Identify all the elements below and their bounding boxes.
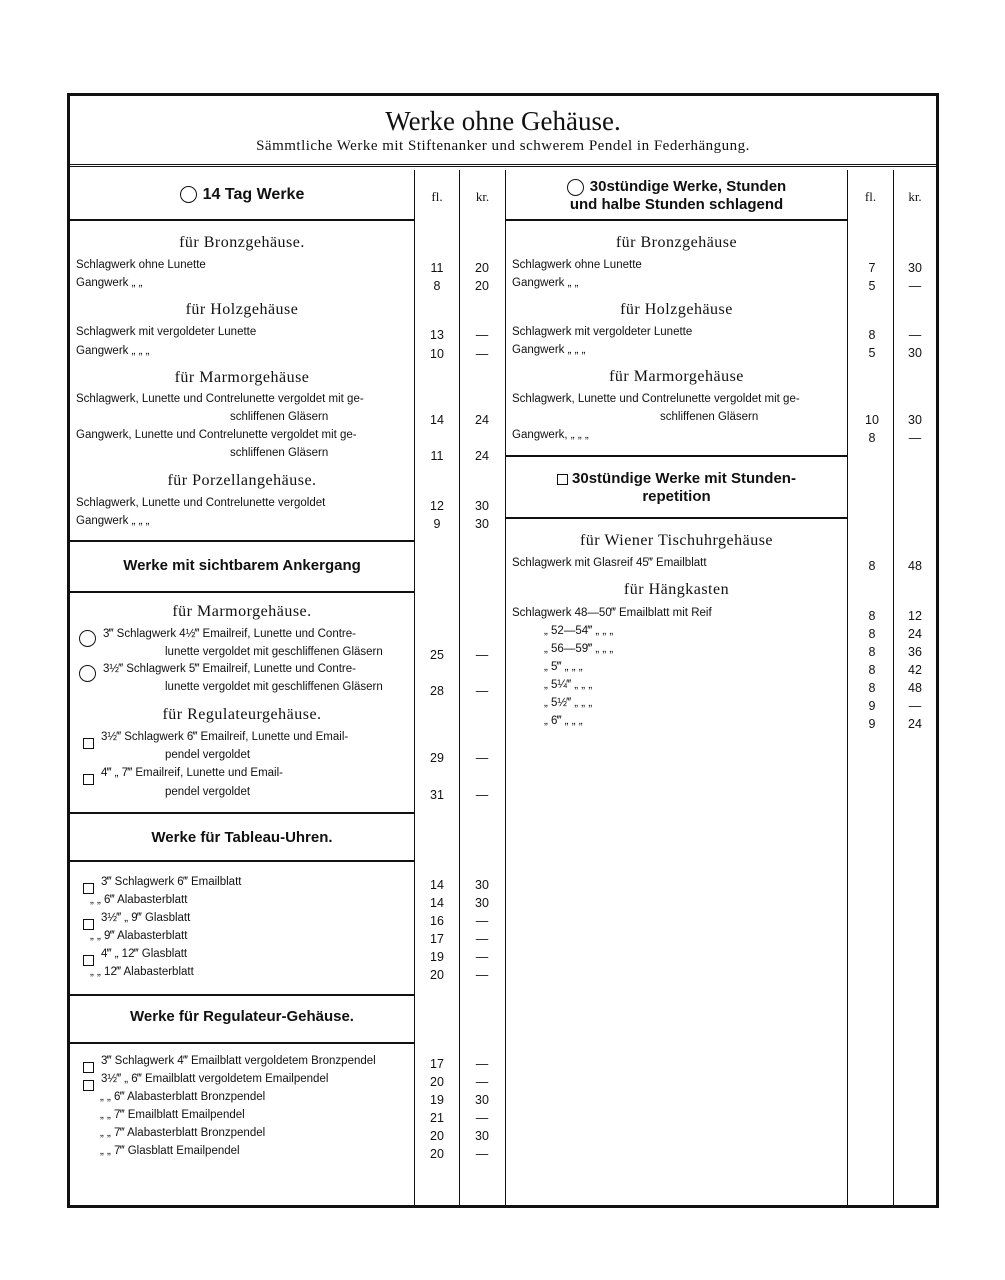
- list-item: 4‴ „ 7‴ Emailreif, Lunette und Email-: [101, 767, 284, 779]
- price-kr: —: [475, 968, 489, 982]
- list-item: Gangwerk „ „ „: [76, 515, 150, 527]
- price-fl: 7: [868, 261, 876, 275]
- price-kr: —: [475, 1111, 489, 1125]
- price-fl: 10: [430, 347, 444, 361]
- section-heading: 30stündige Werke mit Stunden- repetition: [506, 470, 847, 506]
- price-kr: 48: [908, 559, 922, 573]
- list-item: Gangwerk „ „: [512, 277, 579, 289]
- group-title: für Hängkasten: [623, 581, 730, 598]
- list-item: Schlagwerk 48—50‴ Emailblatt mit Reif: [512, 607, 712, 619]
- list-item: „ „ 7‴ Emailblatt Emailpendel: [100, 1109, 245, 1121]
- list-item: 3‴ Schlagwerk 4‴ Emailblatt vergoldetem Bronzpendel: [101, 1055, 376, 1067]
- list-item: „ „ 6‴ Alabasterblatt: [90, 894, 188, 906]
- price-kr: 42: [908, 663, 922, 677]
- column-rule: [459, 170, 460, 1205]
- list-item: „ 6‴ „ „ „: [544, 715, 583, 727]
- price-fl: 9: [433, 517, 441, 531]
- price-kr: 48: [908, 681, 922, 695]
- section-rule: [70, 540, 414, 542]
- price-kr: —: [475, 684, 489, 698]
- price-fl: 8: [868, 431, 876, 445]
- square-icon: [83, 1058, 98, 1076]
- list-item: „ 5¼‴ „ „ „: [544, 679, 593, 691]
- list-item: „ „ 7‴ Alabasterblatt Bronzpendel: [100, 1127, 266, 1139]
- fl-header: fl.: [864, 189, 877, 204]
- square-icon: [557, 474, 568, 485]
- list-item: Gangwerk, „ „ „: [512, 429, 589, 441]
- group-title: für Holzgehäuse: [620, 301, 733, 318]
- price-kr: —: [475, 914, 489, 928]
- price-kr: —: [475, 347, 489, 361]
- price-kr: —: [475, 1057, 489, 1071]
- price-kr: —: [475, 1147, 489, 1161]
- price-fl: 17: [430, 1057, 444, 1071]
- list-item: 3‴ Schlagwerk 6‴ Emailblatt: [101, 876, 242, 888]
- list-item: lunette vergoldet mit geschliffenen Gläsern: [165, 681, 383, 693]
- list-item: Schlagwerk ohne Lunette: [76, 259, 206, 271]
- column-rule: [893, 170, 894, 1205]
- list-item: „ „ 6‴ Alabasterblatt Bronzpendel: [100, 1091, 266, 1103]
- price-fl: 9: [868, 717, 876, 731]
- circle-icon: [567, 179, 584, 196]
- kr-header: kr.: [908, 189, 922, 204]
- list-item: „ 5‴ „ „ „: [544, 661, 583, 673]
- price-fl: 8: [868, 559, 876, 573]
- price-kr: 30: [475, 1129, 489, 1143]
- price-fl: 8: [868, 681, 876, 695]
- price-fl: 8: [868, 645, 876, 659]
- list-item: 3½‴ Schlagwerk 5‴ Emailreif, Lunette und Contre-: [103, 663, 356, 675]
- price-fl: 12: [430, 499, 444, 513]
- price-fl: 14: [430, 896, 444, 910]
- list-item: 3½‴ „ 9‴ Glasblatt: [101, 912, 191, 924]
- square-icon: [83, 1076, 98, 1094]
- page-title: Werke ohne Gehäuse.: [385, 106, 621, 136]
- fl-header: fl.: [431, 189, 443, 204]
- section-rule: [70, 812, 414, 814]
- title-divider: [70, 164, 936, 167]
- price-table: [67, 93, 939, 1208]
- price-fl: 19: [430, 950, 444, 964]
- column-rule: [505, 170, 506, 1205]
- list-item: Schlagwerk mit Glasreif 45‴ Emailblatt: [512, 557, 707, 569]
- price-kr: 30: [475, 1093, 489, 1107]
- price-kr: 24: [908, 627, 922, 641]
- square-icon: [83, 770, 98, 788]
- price-kr: —: [908, 328, 922, 342]
- price-fl: 11: [430, 449, 444, 463]
- price-kr: 30: [475, 499, 489, 513]
- list-item: pendel vergoldet: [165, 749, 251, 761]
- section-rule: [506, 455, 847, 457]
- price-kr: 30: [475, 517, 489, 531]
- group-title: für Marmorgehäuse: [174, 369, 310, 386]
- group-title: für Regulateurgehäuse.: [162, 706, 322, 723]
- price-kr: —: [908, 431, 922, 445]
- page-subtitle: Sämmtliche Werke mit Stiftenanker und schwerem Pendel in Federhängung.: [256, 138, 750, 154]
- price-kr: 24: [908, 717, 922, 731]
- price-fl: 13: [430, 328, 444, 342]
- list-item: 3½‴ „ 6‴ Emailblatt vergoldetem Emailpendel: [101, 1073, 329, 1085]
- list-item: pendel vergoldet: [165, 786, 251, 798]
- list-item: 4‴ „ 12‴ Glasblatt: [101, 948, 188, 960]
- list-item: Schlagwerk mit vergoldeter Lunette: [76, 326, 257, 338]
- price-fl: 8: [868, 609, 876, 623]
- list-item: „ 52—54‴ „ „ „: [544, 625, 614, 637]
- price-fl: 5: [868, 346, 876, 360]
- price-kr: —: [475, 950, 489, 964]
- price-fl: 20: [430, 968, 444, 982]
- section-rule: [506, 517, 847, 519]
- circle-icon: [79, 629, 102, 647]
- list-item: „ „ 9‴ Alabasterblatt: [90, 930, 188, 942]
- price-fl: 8: [868, 663, 876, 677]
- price-fl: 10: [865, 413, 879, 427]
- square-icon: [83, 734, 98, 752]
- price-fl: 11: [430, 261, 444, 275]
- group-title: für Bronzgehäuse.: [179, 234, 305, 251]
- price-fl: 19: [430, 1093, 444, 1107]
- section-rule: [70, 1042, 414, 1044]
- price-fl: 20: [430, 1147, 444, 1161]
- circle-icon: [180, 186, 197, 203]
- price-kr: —: [475, 932, 489, 946]
- price-fl: 5: [868, 279, 876, 293]
- price-fl: 9: [868, 699, 876, 713]
- price-kr: 30: [475, 878, 489, 892]
- group-title: für Holzgehäuse: [185, 301, 299, 318]
- right-column-heading: 30stündige Werke, Stunden und halbe Stunden schlagend: [506, 178, 847, 213]
- price-fl: 31: [430, 788, 444, 802]
- section-rule: [70, 860, 414, 862]
- header-rule: [70, 219, 414, 221]
- list-item: „ 56—59‴ „ „ „: [544, 643, 614, 655]
- group-title: für Marmorgehäuse.: [172, 603, 312, 620]
- group-title: für Bronzgehäuse: [615, 234, 738, 251]
- kr-header: kr.: [475, 189, 490, 204]
- list-item: Gangwerk „ „: [76, 277, 143, 289]
- section-rule: [70, 591, 414, 593]
- price-fl: 8: [868, 627, 876, 641]
- list-item: lunette vergoldet mit geschliffenen Gläsern: [165, 646, 383, 658]
- group-title: für Marmorgehäuse: [609, 368, 744, 385]
- price-fl: 14: [430, 878, 444, 892]
- price-kr: —: [908, 279, 922, 293]
- left-column-heading: 14 Tag Werke: [70, 186, 414, 204]
- price-kr: —: [475, 328, 489, 342]
- group-title: für Wiener Tischuhrgehäuse: [579, 532, 774, 549]
- list-item: „ „ 12‴ Alabasterblatt: [90, 966, 194, 978]
- price-kr: 30: [908, 261, 922, 275]
- list-item: Schlagwerk, Lunette und Contrelunette vergoldet mit ge-: [76, 393, 364, 405]
- price-kr: —: [475, 648, 489, 662]
- price-fl: 17: [430, 932, 444, 946]
- header-rule: [506, 219, 847, 221]
- group-title: für Porzellangehäuse.: [167, 472, 317, 489]
- list-item: Gangwerk „ „ „: [512, 344, 586, 356]
- list-item: Gangwerk, Lunette und Contrelunette vergoldet mit ge-: [76, 429, 357, 441]
- list-item: schliffenen Gläsern: [230, 447, 329, 459]
- list-item: 3‴ Schlagwerk 4½‴ Emailreif, Lunette und Contre-: [103, 628, 356, 640]
- section-heading: Werke für Regulateur-Gehäuse.: [130, 1008, 354, 1025]
- column-rule: [414, 170, 415, 1205]
- list-item: schliffenen Gläsern: [230, 411, 329, 423]
- list-item: „ „ 7‴ Glasblatt Emailpendel: [100, 1145, 240, 1157]
- list-item: Schlagwerk, Lunette und Contrelunette vergoldet: [76, 497, 326, 509]
- price-fl: 20: [430, 1075, 444, 1089]
- list-item: „ 5½‴ „ „ „: [544, 697, 593, 709]
- price-kr: —: [475, 1075, 489, 1089]
- price-fl: 21: [430, 1111, 444, 1125]
- price-kr: —: [475, 788, 489, 802]
- price-kr: 20: [475, 279, 489, 293]
- price-fl: 8: [868, 328, 876, 342]
- price-fl: 20: [430, 1129, 444, 1143]
- price-fl: 29: [430, 751, 444, 765]
- list-item: Schlagwerk, Lunette und Contrelunette vergoldet mit ge-: [512, 393, 800, 405]
- price-kr: 20: [475, 261, 489, 275]
- price-fl: 25: [430, 648, 444, 662]
- price-kr: 30: [475, 896, 489, 910]
- list-item: Schlagwerk mit vergoldeter Lunette: [512, 326, 693, 338]
- section-heading: Werke mit sichtbarem Ankergang: [123, 557, 361, 574]
- price-kr: 30: [908, 413, 922, 427]
- price-kr: 30: [908, 346, 922, 360]
- list-item: 3½‴ Schlagwerk 6‴ Emailreif, Lunette und Email-: [101, 731, 349, 743]
- section-heading: Werke für Tableau-Uhren.: [151, 829, 333, 846]
- price-kr: 24: [475, 449, 489, 463]
- price-fl: 16: [430, 914, 444, 928]
- circle-icon: [79, 664, 102, 682]
- price-fl: 8: [433, 279, 441, 293]
- section-rule: [70, 994, 414, 996]
- price-kr: 36: [908, 645, 922, 659]
- list-item: Schlagwerk ohne Lunette: [512, 259, 642, 271]
- column-rule: [847, 170, 848, 1205]
- price-kr: 24: [475, 413, 489, 427]
- price-kr: —: [908, 699, 922, 713]
- list-item: Gangwerk „ „ „: [76, 345, 150, 357]
- price-fl: 14: [430, 413, 444, 427]
- price-kr: —: [475, 751, 489, 765]
- price-kr: 12: [908, 609, 922, 623]
- list-item: schliffenen Gläsern: [660, 411, 759, 423]
- price-fl: 28: [430, 684, 444, 698]
